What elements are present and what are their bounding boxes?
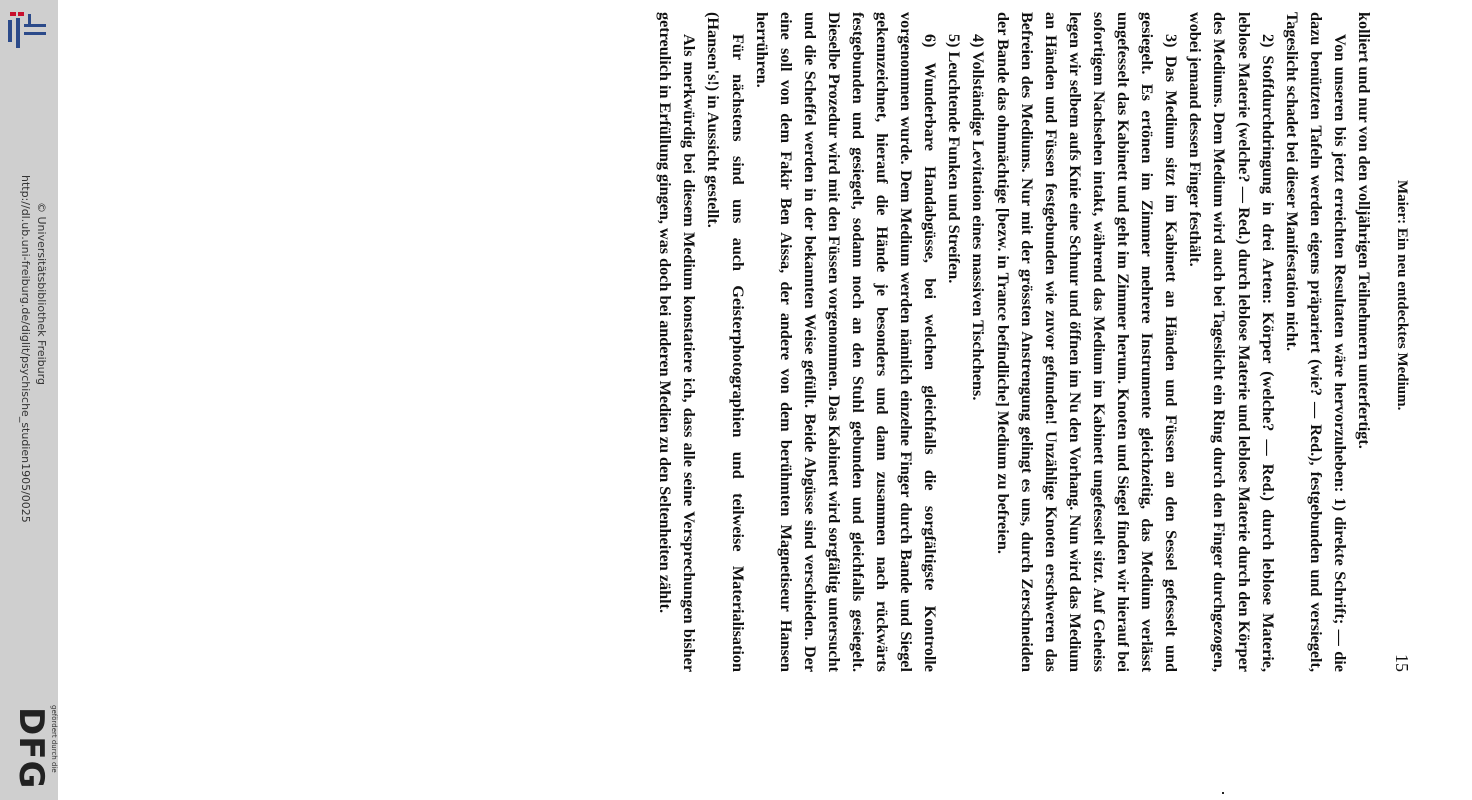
- body-text: [653, 12, 1376, 672]
- dfg-wordmark: DFG: [11, 707, 51, 790]
- paragraph-item-5: 5) Leuchtende Funken und Streifen.: [945, 34, 964, 284]
- paragraph-continuation: kolliert und nur von den volljährigen Teilnehmern unterfertigt.: [1355, 12, 1373, 449]
- paragraph-conclusion: Als merkwürdig bei diesem Medium konstatiere ich, dass alle seine Versprechungen bisher getreulich in Erfüllung gingen, was doch bei anderen Medien zu den Seltenheiten zählt.: [656, 12, 699, 672]
- dfg-funding-label: gefördert durch die: [50, 705, 58, 773]
- page-number: 15: [1392, 654, 1412, 672]
- sidebar-credit: [0, 0, 58, 800]
- paragraph-item-2: 2) Stoffdurchdringung in drei Arten: Körper (welche? — Red.) durch leblose Materie, leblose Materie (welche? — Red.) durch leblose Materie und leblose Materie durch den Körper des Mediums. Dem Medium wird auch bei Tageslicht ein Ring durch den Finger durchgezogen, wobei jemand dessen Finger festhält.: [1186, 12, 1277, 672]
- paragraph-item-3: 3) Das Medium sitzt im Kabinett an Händen und Füssen an den Sessel gefesselt und gesiegelt. Es ertönen im Zimmer mehrere Instrumente gleichzeitig, das Medium verlässt ungefesselt das Kabinett und geht im Zimmer herum. Knoten und Siegel finden wir hierauf bei sofortigem Nachsehen intakt, während das Medium im Kabinett ungefesselt sitzt. Auf Geheiss legen wir selbem aufs Knie eine Schnur und öffnen im Nu den Vorhang. Nun wird das Medium an Händen und Füssen festgebunden wie zuvor gefunden! Unzählige Knoten erschweren das Befreien des Mediums. Nur mit der grössten Anstrengung gelingt es uns, durch Zerschneiden der Bande das ohnmächtige [bezw. in Trance befindliche] Medium zu befreien.: [993, 12, 1181, 672]
- paragraph-results: Von unseren bis jetzt erreichten Resultaten wäre hervorzuheben: 1) direkte Schrift; — die dazu benützten Tafeln werden eigens präpariert (wie? — Red.), festgebunden und versiegelt, Tageslicht schadet bei dieser Manifestation nicht.: [1282, 12, 1349, 672]
- running-head: [1388, 12, 1412, 702]
- paragraph-item-6: 6) Wunderbare Handabgüsse, bei welchen gleichfalls die sorgfältigste Kontrolle vorgenommen wurde. Dem Medium werden nämlich einzelne Finger durch Bande und Siegel gekennzeichnet, hierauf die Hände je besonders und dann zusammen nach rückwärts festgebunden und gesiegelt, sodann noch an den Stuhl gebunden und gleichfalls gesiegelt. Dieselbe Prozedur wird mit den Füssen vorgenommen. Das Kabinett wird sorgfältig untersucht und die Scheffel werden in der bekannten Weise gefüllt. Beide Abgüsse sind verschieden. Der eine soll von dem Fakir Ben Aissa, der andere von dem berühmten Magnetiseur Hansen herrühren.: [752, 12, 940, 672]
- scan-speck: [1222, 792, 1224, 794]
- paragraph-future: Für nächstens sind uns auch Geisterphotographien und teilweise Materialisation (Hansen's!) in Aussicht gestellt.: [704, 12, 747, 672]
- rights-notice: © Universitätsbibliothek Freiburg: [35, 202, 48, 385]
- source-url[interactable]: http://dl.ub.uni-freiburg.de/diglit/psychische_studien1905/0025: [19, 175, 32, 523]
- running-title: Maier: Ein neu entdecktes Medium.: [1394, 180, 1410, 411]
- viewer-sidebar: [0, 0, 58, 800]
- scanned-page: [60, 0, 1472, 800]
- rotated-page-content: [212, 12, 1412, 702]
- paragraph-item-4: 4) Vollständige Levitation eines massiven Tischchens.: [969, 34, 988, 401]
- dfg-logo: [8, 705, 58, 795]
